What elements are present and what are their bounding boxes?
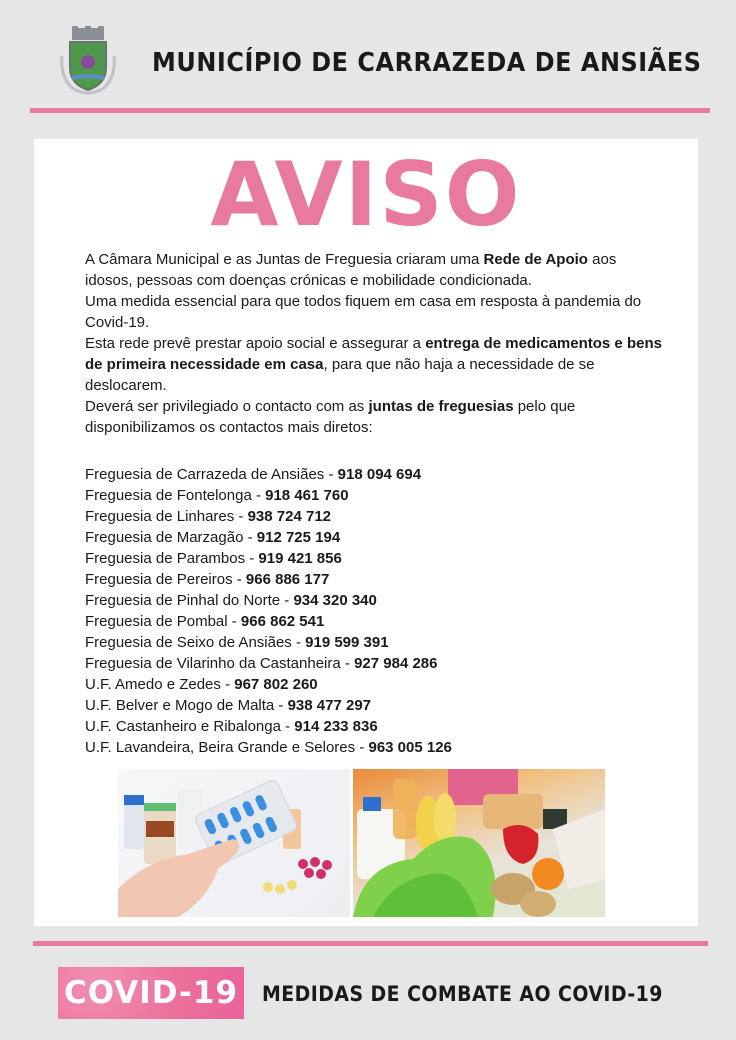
contact-item: Freguesia de Pombal - 966 862 541 <box>85 613 325 630</box>
paragraph-3: Esta rede prevê prestar apoio social e assegurar a entrega de medicamentos e bens de primeira necessidade em casa, para que não haja a necessidade de se deslocarem. <box>85 335 662 394</box>
phone-number[interactable]: 918 461 760 <box>265 487 349 504</box>
contact-item: U.F. Castanheiro e Ribalonga - 914 233 836 <box>85 718 378 735</box>
top-divider <box>30 108 710 113</box>
contact-item: Freguesia de Pinhal do Norte - 934 320 340 <box>85 592 377 609</box>
notice-card <box>34 139 698 926</box>
paragraph-2: Uma medida essencial para que todos fiquem em casa em resposta à pandemia do Covid-19. <box>85 293 642 331</box>
header <box>0 0 736 110</box>
groceries-photo <box>353 769 605 917</box>
contact-item: Freguesia de Carrazeda de Ansiães - 918 094 694 <box>85 466 422 483</box>
contact-item: Freguesia de Pereiros - 966 886 177 <box>85 571 330 588</box>
paragraph-4: Deverá ser privilegiado o contacto com as juntas de freguesias pelo que disponibilizamos os contactos mais diretos: <box>85 398 576 436</box>
paragraph-1: A Câmara Municipal e as Juntas de Freguesia criaram uma Rede de Apoio aos idosos, pessoas com doenças crónicas e mobilidade condicionada. <box>85 251 617 289</box>
phone-number[interactable]: 963 005 126 <box>368 739 452 756</box>
phone-number[interactable]: 919 599 391 <box>305 634 389 651</box>
contact-item: Freguesia de Seixo de Ansiães - 919 599 391 <box>85 634 389 651</box>
contact-list <box>85 464 665 758</box>
contact-item: U.F. Belver e Mogo de Malta - 938 477 297 <box>85 697 372 714</box>
contact-item: Freguesia de Marzagão - 912 725 194 <box>85 529 341 546</box>
covid-badge: COVID-19 <box>58 967 244 1019</box>
phone-number[interactable]: 912 725 194 <box>256 529 341 546</box>
phone-number[interactable]: 938 724 712 <box>247 508 332 525</box>
municipal-crest-icon <box>58 26 118 98</box>
phone-number[interactable]: 966 886 177 <box>245 571 330 588</box>
contact-item: Freguesia de Fontelonga - 918 461 760 <box>85 487 349 504</box>
notice-heading: AVISO <box>210 143 522 246</box>
phone-number[interactable]: 914 233 836 <box>294 718 378 735</box>
phone-number[interactable]: 918 094 694 <box>337 466 422 483</box>
groceries-illustration-icon <box>353 769 605 917</box>
medication-photo <box>118 769 350 917</box>
contact-item: Freguesia de Parambos - 919 421 856 <box>85 550 342 567</box>
municipality-title: MUNICÍPIO DE CARRAZEDA DE ANSIÃES <box>152 48 702 78</box>
phone-number[interactable]: 967 802 260 <box>234 676 318 693</box>
contact-item: U.F. Amedo e Zedes - 967 802 260 <box>85 676 318 693</box>
contact-item: U.F. Lavandeira, Beira Grande e Selores - 963 005 126 <box>85 739 452 756</box>
notice-body <box>85 249 665 438</box>
footer-tagline: MEDIDAS DE COMBATE AO COVID-19 <box>262 982 663 1006</box>
bottom-divider <box>33 941 708 946</box>
photo-strip <box>118 769 606 917</box>
contact-item: Freguesia de Vilarinho da Castanheira - 927 984 286 <box>85 655 438 672</box>
contact-item: Freguesia de Linhares - 938 724 712 <box>85 508 332 525</box>
phone-number[interactable]: 966 862 541 <box>240 613 325 630</box>
phone-number[interactable]: 927 984 286 <box>354 655 438 672</box>
phone-number[interactable]: 919 421 856 <box>258 550 342 567</box>
phone-number[interactable]: 938 477 297 <box>287 697 372 714</box>
medication-illustration-icon <box>118 769 350 917</box>
phone-number[interactable]: 934 320 340 <box>293 592 377 609</box>
